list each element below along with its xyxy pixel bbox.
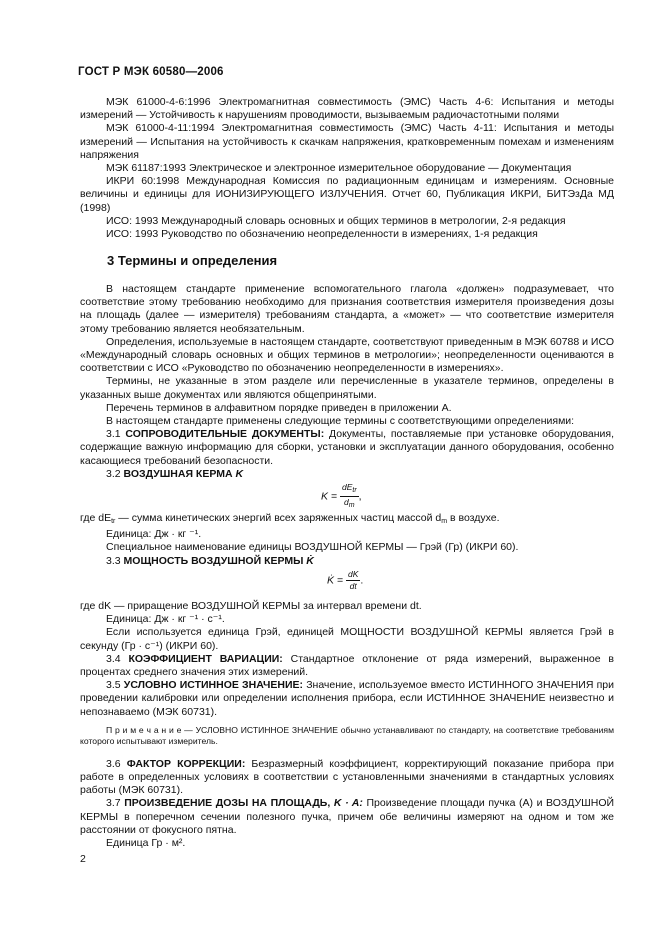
intro-block [80,283,614,481]
gray-line: Если используется единица Грэй, единицей МОЩНОСТИ ВОЗДУШНОЙ КЕРМЫ является Грэй в секунду (Гр · с⁻¹) (ИКРИ 60). [80,626,614,652]
reference-item: МЭК 61000-4-11:1994 Электромагнитная совместимость (ЭМС) Часть 4-11: Испытания и методы измерений — Испытания на устойчивость к скачкам напряжения, кратковременным помехам и изменениям напряжения [80,122,614,161]
term-3-7: 3.7 ПРОИЗВЕДЕНИЕ ДОЗЫ НА ПЛОЩАДЬ, K · A: Произведение площади пучка (A) и ВОЗДУШНОЙ КЕРМЫ в поперечном сечении полезного пучка, причем обе величины измеряют на одном и том же расстоянии от фокусного пятна. [80,797,615,836]
references-block [80,96,614,241]
reference-item: МЭК 61000-4-6:1996 Электромагнитная совместимость (ЭМС) Часть 4-6: Испытания и методы измерений — Устойчивость к нарушениям проводимости, вызываемым радиочастотными полями [80,96,614,122]
reference-item: ИКРИ 60:1998 Международная Комиссия по радиационным единицам и измерениям. Основные величины и единицы для ИОНИЗИРУЮЩЕГО ИЗЛУЧЕНИЯ. Отчет 60, Публикация ИКРИ, БИТЭзДа МД (1998) [80,175,614,214]
reference-item: ИСО: 1993 Международный словарь основных и общих терминов в метрологии, 2-я редакция [106,214,566,227]
unit-line: Единица: Дж · кг ⁻¹ · с⁻¹. [106,613,225,626]
term-3-1: 3.1 СОПРОВОДИТЕЛЬНЫЕ ДОКУМЕНТЫ: Документы, поставляемые при установке оборудования, содержащие важную информацию для сборки, установки и эксплуатации данного оборудования, особенно касающиеся требований безопасности. [80,428,615,467]
where-line: где $dE_{tr}$ — сумма кинетических энергий всех заряженных частиц массой $d_m$ в воздухе. [80,512,500,525]
page-number: 2 [80,853,86,865]
term-3-2-heading: 3.2 ВОЗДУШНАЯ КЕРМА K [106,467,244,480]
term-3-3-body [80,600,614,850]
reference-item: МЭК 61187:1993 Электрическое и электронное измерительное оборудование — Документация [106,162,572,175]
formula-kerma-rate: K̇ = $\frac{dK}{dt}$ . [327,569,364,591]
unit-line: Единица: Дж · кг ⁻¹. [106,528,202,541]
document-header: ГОСТ Р МЭК 60580—2006 [78,66,224,78]
reference-item: ИСО: 1993 Руководство по обозначению неопределенности в измерениях, 1-я редакция [106,228,538,241]
formula-air-kerma: K = $\frac{dE_{tr}}{d_m}$ , [321,482,362,509]
paragraph: В настоящем стандарте применение вспомогательного глагола «должен» подразумевает, что соответствие этому требованию необходимо для признания соответствия измерителя произведения дозы на площадь (далее — измерителя) требованиям стандарта, а «может» — что соответствие измерителя этому требованию является необязательным. [80,283,614,335]
paragraph: Термины, не указанные в этом разделе или перечисленные в указателе терминов, определены в указанных выше документах или являются общепринятыми. [80,375,614,401]
paragraph: В настоящем стандарте применены следующие термины с соответствующими определениями: [106,415,575,428]
where-line: где dK — приращение ВОЗДУШНОЙ КЕРМЫ за интервал времени dt. [80,600,422,612]
paragraph: Перечень терминов в алфавитном порядке приведен в приложении А. [106,401,452,414]
unit-line: Единица Гр · м². [106,837,186,850]
paragraph: Определения, используемые в настоящем стандарте, соответствуют приведенным в МЭК 60788 и ИСО «Международный словарь основных и общих терминов в метрологии»; неопределенности оцениваются в соответствии с ИСО «Руководство по обозначению неопределенности в измерениях». [80,335,614,375]
term-3-3-heading: 3.3 МОЩНОСТЬ ВОЗДУШНОЙ КЕРМЫ K̇ [106,554,314,567]
term-3-2-body [80,512,614,568]
section-title: 3 Термины и определения [107,253,278,268]
term-3-4: 3.4 КОЭФФИЦИЕНТ ВАРИАЦИИ: Стандартное отклонение от ряда измерений, выраженное в процентах среднего значения этих измерений. [80,652,614,679]
special-unit-line: Специальное наименование единицы ВОЗДУШНОЙ КЕРМЫ — Грэй (Гр) (ИКРИ 60). [106,541,519,554]
note: П р и м е ч а н и е — УСЛОВНО ИСТИННОЕ ЗНАЧЕНИЕ обычно устанавливают по стандарту, на соответствие требованиям которого испытывают измеритель. [80,724,614,747]
term-3-6: 3.6 ФАКТОР КОРРЕКЦИИ: Безразмерный коэффициент, корректирующий показание прибора при работе в определенных условиях в соответствии с установленными значениями в стандартных условиях работы (МЭК 60731). [80,757,615,797]
term-3-5: 3.5 УСЛОВНО ИСТИННОЕ ЗНАЧЕНИЕ: Значение, используемое вместо ИСТИННОГО ЗНАЧЕНИЯ при проведении калибровки или определении исполнения прибора, если ИСТИННОЕ ЗНАЧЕНИЕ неизвестно и непознаваемо (МЭК 60731). [80,679,614,718]
